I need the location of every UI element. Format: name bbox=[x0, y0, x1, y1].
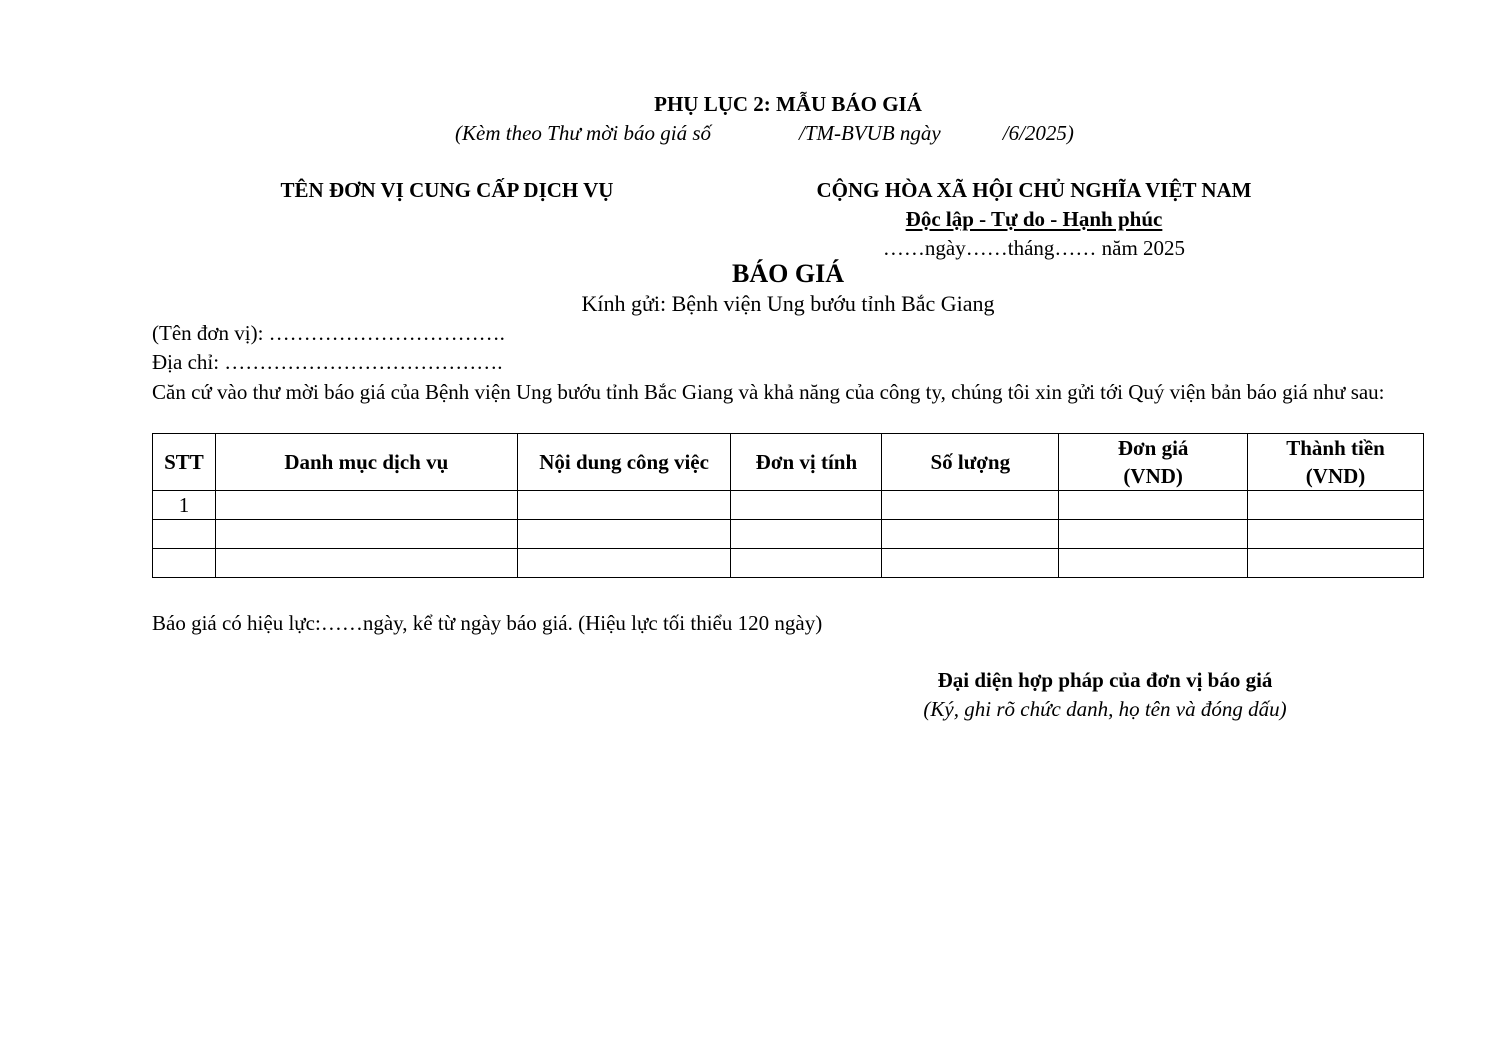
cell-total bbox=[1248, 491, 1424, 520]
header-unit-price bbox=[1059, 434, 1248, 491]
appendix-title: PHỤ LỤC 2: MẪU BÁO GIÁ bbox=[654, 92, 922, 116]
signature-title: Đại diện hợp pháp của đơn vị báo giá bbox=[937, 668, 1273, 692]
cell-service bbox=[215, 520, 517, 549]
header-unit: Đơn vị tính bbox=[731, 434, 882, 491]
cell-quantity bbox=[882, 520, 1059, 549]
appendix-subtitle bbox=[455, 121, 1074, 146]
table-header-row bbox=[153, 434, 1424, 491]
cell-content bbox=[517, 549, 731, 578]
header-content: Nội dung công việc bbox=[517, 434, 731, 491]
nation-name: CỘNG HÒA XÃ HỘI CHỦ NGHĨA VIỆT NAM bbox=[816, 178, 1252, 202]
cell-stt bbox=[153, 549, 216, 578]
cell-total bbox=[1248, 520, 1424, 549]
cell-unit bbox=[731, 491, 882, 520]
table-row bbox=[153, 549, 1424, 578]
cell-stt bbox=[153, 520, 216, 549]
appendix-subtitle-part1: (Kèm theo Thư mời báo giá số bbox=[455, 121, 711, 145]
cell-content bbox=[517, 520, 731, 549]
cell-content bbox=[517, 491, 731, 520]
header-quantity: Số lượng bbox=[882, 434, 1059, 491]
cell-service bbox=[215, 549, 517, 578]
header-total-label: Thành tiền bbox=[1286, 436, 1385, 460]
intro-paragraph: Căn cứ vào thư mời báo giá của Bệnh viện Ung bướu tỉnh Bắc Giang và khả năng của công ty, chúng tôi xin gửi tới Quý viện bản báo giá như sau: bbox=[152, 380, 1385, 404]
table-row bbox=[153, 491, 1424, 520]
cell-total bbox=[1248, 549, 1424, 578]
header-stt: STT bbox=[153, 434, 216, 491]
cell-service bbox=[215, 491, 517, 520]
provider-name: TÊN ĐƠN VỊ CUNG CẤP DỊCH VỤ bbox=[280, 178, 614, 202]
header-unit-price-currency: (VND) bbox=[1123, 464, 1183, 488]
cell-quantity bbox=[882, 549, 1059, 578]
header-total-currency: (VND) bbox=[1305, 464, 1366, 488]
unit-name-line: (Tên đơn vị): ……………………………. bbox=[152, 321, 505, 345]
cell-stt: 1 bbox=[153, 491, 216, 520]
table-row bbox=[153, 520, 1424, 549]
document-title: BÁO GIÁ bbox=[732, 259, 844, 288]
date-line: ……ngày……tháng…… năm 2025 bbox=[882, 236, 1186, 260]
motto: Độc lập - Tự do - Hạnh phúc bbox=[905, 207, 1163, 231]
appendix-subtitle-part2: /TM-BVUB ngày bbox=[799, 121, 941, 145]
validity-line: Báo giá có hiệu lực:……ngày, kể từ ngày báo giá. (Hiệu lực tối thiểu 120 ngày) bbox=[152, 611, 823, 635]
cell-quantity bbox=[882, 491, 1059, 520]
signature-note: (Ký, ghi rõ chức danh, họ tên và đóng dấu) bbox=[923, 697, 1287, 721]
header-unit-price-label: Đơn giá bbox=[1117, 436, 1189, 460]
quote-table bbox=[152, 433, 1424, 578]
cell-unit-price bbox=[1059, 549, 1248, 578]
address-line: Địa chỉ: …………………………………. bbox=[152, 350, 503, 374]
header-service: Danh mục dịch vụ bbox=[215, 434, 517, 491]
cell-unit-price bbox=[1059, 520, 1248, 549]
header-total bbox=[1248, 434, 1424, 491]
cell-unit-price bbox=[1059, 491, 1248, 520]
cell-unit bbox=[731, 520, 882, 549]
recipient-line: Kính gửi: Bệnh viện Ung bướu tỉnh Bắc Giang bbox=[581, 291, 995, 316]
cell-unit bbox=[731, 549, 882, 578]
appendix-subtitle-part3: /6/2025) bbox=[1002, 121, 1074, 145]
